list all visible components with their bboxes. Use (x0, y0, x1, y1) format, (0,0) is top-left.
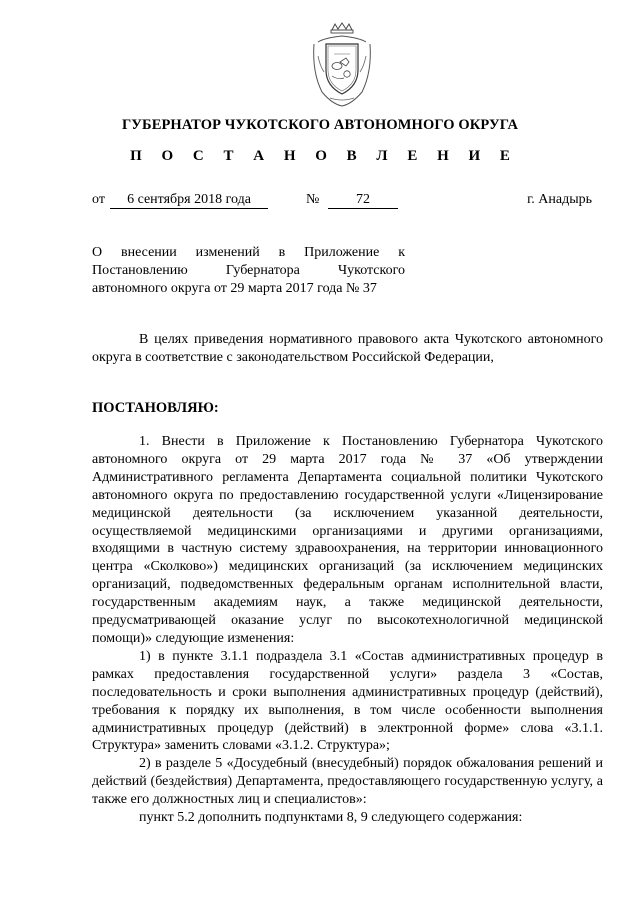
item-1: 1) в пункте 3.1.1 подраздела 3.1 «Состав административных процедур в рамках предоставления государственной услуги» раздела 3 «Состав, последовательность и сроки выполнения административных процедур (действий), требования к порядку их выполнения, в том числе особенности выполнения административных процедур (действий) в электронной форме» слова «3.1.1. Структура» заменить словами «3.1.2. Структура»; (92, 648, 603, 754)
document-meta-line (92, 192, 592, 212)
item-2: 2) в разделе 5 «Досудебный (внесудебный) порядок обжалования решений и действий (бездействия) Департамента, предоставляющего государственную услугу, а также его должностных лиц и специалистов»: (92, 756, 603, 808)
preamble-text: В целях приведения нормативного правового акта Чукотского автономного округа в соответствие с законодательством Российской Федерации, (92, 332, 603, 365)
decree-word: ПОСТАНОВЛЯЮ: (92, 400, 219, 416)
item-2-sub: пункт 5.2 дополнить подпунктами 8, 9 следующего содержания: (139, 810, 523, 826)
subject-line: О внесении изменений в Приложение к (92, 245, 405, 260)
preamble-paragraph (92, 331, 603, 367)
organization-title: ГУБЕРНАТОР ЧУКОТСКОГО АВТОНОМНОГО ОКРУГА (121, 117, 519, 133)
decree-body (92, 433, 603, 827)
document-type-heading: П О С Т А Н О В Л Е Н И Е (130, 148, 518, 164)
date-prefix-label: от (92, 192, 105, 207)
subject-line: Постановлению Губернатора Чукотского (92, 263, 405, 278)
document-number: 72 (328, 192, 398, 209)
coat-of-arms-icon (304, 22, 380, 108)
document-date: 6 сентября 2018 года (110, 192, 268, 209)
subject-line: автономного округа от 29 марта 2017 года № 37 (92, 281, 377, 296)
paragraph-1: 1. Внести в Приложение к Постановлению Губернатора Чукотского автономного округа от 29 марта 2017 года № 37 «Об утверждении Административного регламента Департамента социальной политики Чукотского автономного округа по предоставлению государственной услуги «Лицензирование медицинской деятельности (за исключением указанной деятельности, осуществляемой медицинскими организациями и другими организациями, входящими в частную систему здравоохранения, на территории инновационного центра «Сколково») медицинских организаций (за исключением медицинских организаций, подведомственных федеральным органам исполнительной власти, государственным академиям наук, а также медицинской деятельности, предусматривающей оказание услуг по высокотехнологичной медицинской помощи)» следующие изменения: (92, 434, 603, 646)
document-subject (92, 244, 405, 298)
document-city: г. Анадырь (527, 192, 592, 207)
number-sign-label: № (306, 192, 320, 207)
